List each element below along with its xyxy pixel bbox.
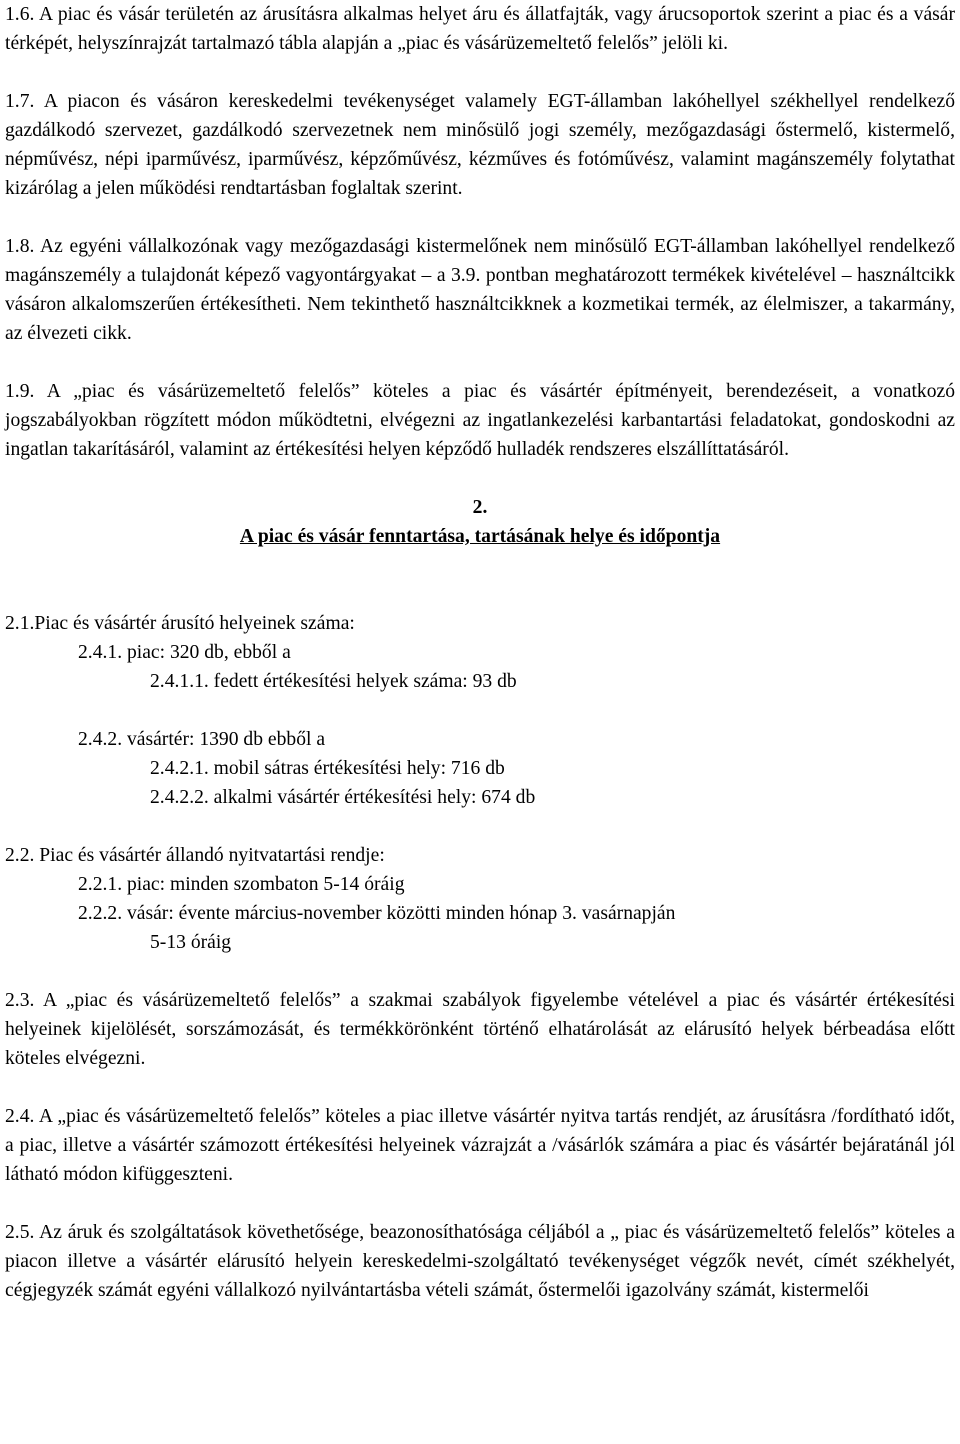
section-number: 2. xyxy=(472,497,488,518)
section-title: A piac és vásár fenntartása, tartásának helye és időpontja xyxy=(239,526,721,547)
paragraph-2-5: 2.5. Az áruk és szolgáltatások követhetősége, beazonosíthatósága céljából a „ piac és vásárüzemeltető felelős” köteles a piacon illetve a vásártér elárusító helyein kereskedelmi-szolgáltató tevékenységet végzők nevét, címét székhelyét, cégjegyzék számát egyéni vállalkozó nyilvántartásba vételi számát, őstermelői igazolvány számát, kistermelői xyxy=(5,1222,955,1301)
list-item-2-2-2: 2.2.2. vásár: évente március-november közötti minden hónap 3. vasárnapján xyxy=(78,903,676,924)
paragraph-1-7: 1.7. A piacon és vásáron kereskedelmi tevékenységet valamely EGT-államban lakóhellyel székhellyel rendelkező gazdálkodó szervezet, gazdálkodó szervezetnek nem minősülő jogi személy, mezőgazdasági őstermelő, kistermelő, népművész, népi iparművész, iparművész, képzőművész, kézműves és fotóművész, valamint magánszemély folytathat kizárólag a jelen működési rendtartásban foglaltak szerint. xyxy=(5,91,955,199)
paragraph-2-4: 2.4. A „piac és vásárüzemeltető felelős” köteles a piac illetve vásártér nyitva tartás rendjét, az árusításra /fordítható időt, a piac, illetve a vásártér számozott értékesítési helyeinek vázrajzát a /vásárlók számára a piac és vásártér bejáratánál jól látható módon kifüggeszteni. xyxy=(5,1106,955,1185)
list-item-2-4-2-2: 2.4.2.2. alkalmi vásártér értékesítési hely: 674 db xyxy=(150,787,536,808)
list-item-2-2: 2.2. Piac és vásártér állandó nyitvatartási rendje: xyxy=(5,845,385,866)
list-item-2-4-2: 2.4.2. vásártér: 1390 db ebből a xyxy=(78,729,326,750)
list-item-2-2-2-continuation: 5-13 óráig xyxy=(150,932,232,953)
list-item-2-1: 2.1.Piac és vásártér árusító helyeinek száma: xyxy=(5,613,355,634)
paragraph-2-3: 2.3. A „piac és vásárüzemeltető felelős” a szakmai szabályok figyelembe vételével a piac és vásártér értékesítési helyeinek kijelölését, sorszámozását, és termékkörönként történő elhatárolását az elárusító helyek bérbeadása előtt köteles elvégezni. xyxy=(5,990,955,1069)
paragraph-1-8: 1.8. Az egyéni vállalkozónak vagy mezőgazdasági kistermelőnek nem minősülő EGT-államban lakóhellyel rendelkező magánszemély a tulajdonát képező vagyontárgyakat – a 3.9. pontban meghatározott termékek kivételével – használtcikk vásáron alkalomszerűen értékesítheti. Nem tekinthető használtcikknek a kozmetikai termék, az élelmiszer, a takarmány, az élvezeti cikk. xyxy=(5,236,955,344)
list-item-2-2-1: 2.2.1. piac: minden szombaton 5-14 óráig xyxy=(78,874,405,895)
paragraph-1-9: 1.9. A „piac és vásárüzemeltető felelős” köteles a piac és vásártér építményeit, berendezéseit, a vonatkozó jogszabályokban rögzített módon működtetni, elvégezni az ingatlankezelési karbantartási feladatokat, gondoskodni az ingatlan takarításáról, valamint az értékesítési helyen képződő hulladék rendszeres elszállíttatásáról. xyxy=(5,381,955,460)
document-page xyxy=(5,0,955,1305)
list-item-2-4-1: 2.4.1. piac: 320 db, ebből a xyxy=(78,642,291,663)
list-item-2-4-1-1: 2.4.1.1. fedett értékesítési helyek száma: 93 db xyxy=(150,671,517,692)
paragraph-1-6: 1.6. A piac és vásár területén az árusításra alkalmas helyet áru és állatfajták, vagy árucsoportok szerint a piac és a vásár térképét, helyszínrajzát tartalmazó tábla alapján a „piac és vásárüzemeltető felelős” jelöli ki. xyxy=(5,4,955,54)
list-item-2-4-2-1: 2.4.2.1. mobil sátras értékesítési hely: 716 db xyxy=(150,758,505,779)
